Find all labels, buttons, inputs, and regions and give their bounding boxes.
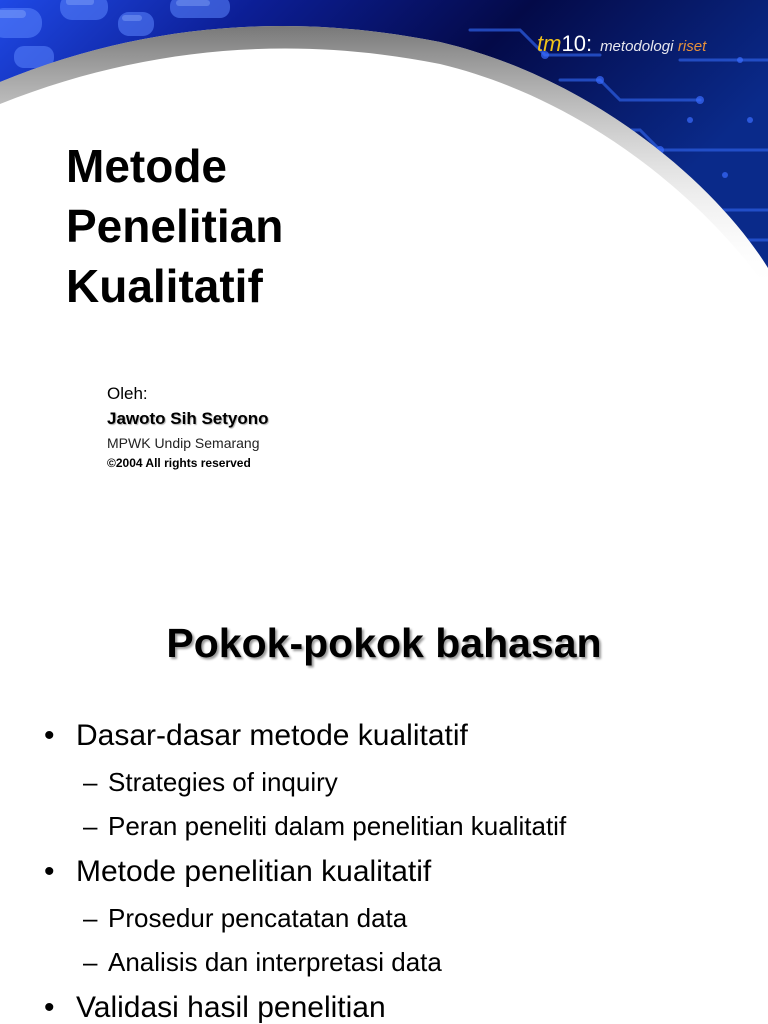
subtopic-label: Analisis dan interpretasi data	[108, 947, 442, 977]
course-code-prefix: tm	[537, 31, 562, 56]
dash-icon: –	[83, 947, 98, 977]
bullet-icon: •	[44, 719, 55, 752]
title-line: Metode	[66, 140, 227, 192]
author-name: Jawoto Sih Setyono	[107, 409, 269, 428]
dash-icon: –	[83, 811, 98, 841]
course-code	[537, 31, 706, 57]
author-affiliation: MPWK Undip Semarang	[107, 435, 260, 451]
copyright-notice: ©2004 All rights reserved	[107, 456, 251, 470]
title-line: Kualitatif	[66, 260, 263, 312]
outline-slide	[0, 576, 768, 1024]
topic-label: Metode penelitian kualitatif	[76, 855, 432, 888]
bullet-icon: •	[44, 991, 55, 1024]
by-label: Oleh:	[107, 384, 148, 403]
topic-label: Validasi hasil penelitian	[76, 991, 386, 1024]
subtopic-label: Peran peneliti dalam penelitian kualitatif	[108, 811, 567, 841]
presentation-title	[66, 136, 283, 316]
dash-icon: –	[83, 903, 98, 933]
title-line: Penelitian	[66, 200, 284, 252]
course-name-accent: riset	[677, 38, 707, 55]
course-code-number: 10	[561, 31, 586, 56]
bullet-icon: •	[44, 855, 55, 888]
topic-label: Dasar-dasar metode kualitatif	[76, 719, 468, 752]
course-code-separator: :	[585, 31, 593, 56]
outline-title: Pokok-pokok bahasan	[166, 620, 602, 666]
subtopic-label: Prosedur pencatatan data	[108, 903, 408, 933]
subtopic-label: Strategies of inquiry	[108, 767, 338, 797]
author-block	[107, 382, 269, 472]
topic-list	[0, 576, 768, 1024]
dash-icon: –	[83, 767, 98, 797]
course-name: metodologi	[600, 38, 674, 55]
